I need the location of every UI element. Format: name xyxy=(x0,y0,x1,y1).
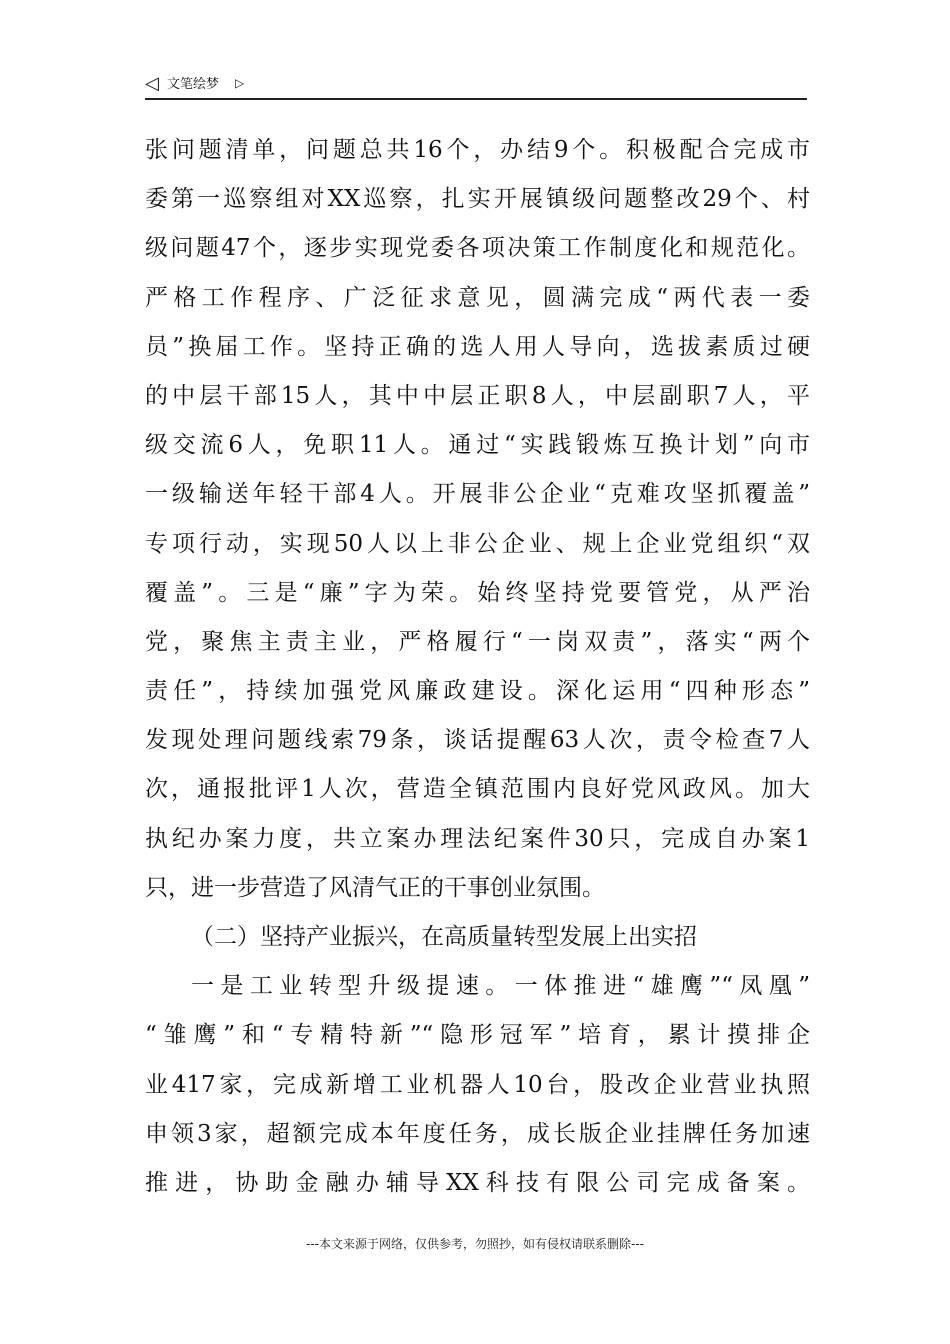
body-line: 次，通报批评1人次，营造全镇范围内良好党风政风。加大 xyxy=(145,776,810,803)
left-triangle-icon: ◁ xyxy=(145,73,159,94)
body-line: 一是工业转型升级提速。一体推进“雄鹰”“凤凰” xyxy=(191,973,810,1000)
body-line: 责任”，持续加强党风廉政建设。深化运用“四种形态” xyxy=(145,678,810,705)
body-line: 严格工作程序、广泛征求意见，圆满完成“两代表一委 xyxy=(145,284,810,311)
right-triangle-icon: ▷ xyxy=(235,76,245,90)
body-line: 推进，协助金融办辅导XX科技有限公司完成备案。 xyxy=(145,1169,810,1196)
body-line: 员”换届工作。坚持正确的选人用人导向，选拔素质过硬 xyxy=(145,333,810,360)
body-line: 业417家，完成新增工业机器人10台，股改企业营业执照 xyxy=(145,1071,810,1098)
body-line: 执纪办案力度，共立案办理法纪案件30只，完成自办案1 xyxy=(145,825,810,852)
body-line: 申领3家，超额完成本年度任务，成长版企业挂牌任务加速 xyxy=(145,1120,810,1147)
body-line: 的中层干部15人，其中中层正职8人，中层副职7人，平 xyxy=(145,382,810,409)
body-line: 覆盖”。三是“廉”字为荣。始终坚持党要管党，从严治 xyxy=(145,579,810,606)
body-line: 一级输送年轻干部4人。开展非公企业“克难攻坚抓覆盖” xyxy=(145,481,810,508)
body-line: 级交流6人，免职11人。通过“实践锻炼互换计划”向市 xyxy=(145,432,810,459)
brand-name: 文笔绘梦 xyxy=(167,77,220,92)
body-line: 只，进一步营造了风清气正的干事创业氛围。 xyxy=(145,874,605,901)
body-line: “雏鹰”和“专精特新”“隐形冠军”培育，累计摸排企 xyxy=(145,1022,810,1049)
body-line: 专项行动，实现50人以上非公企业、规上企业党组织“双 xyxy=(145,530,810,557)
body-line: 级问题47个，逐步实现党委各项决策工作制度化和规范化。 xyxy=(145,235,810,262)
document-body xyxy=(145,126,810,1208)
section-heading: （二）坚持产业振兴，在高质量转型发展上出实招 xyxy=(191,924,697,950)
body-line: 发现处理问题线索79条，谈话提醒63人次，责令检查7人 xyxy=(145,727,810,754)
body-line: 党，聚焦主责主业，严格履行“一岗双责”，落实“两个 xyxy=(145,628,810,655)
page-header xyxy=(145,72,807,100)
footer-notice: ---本文来源于网络，仅供参考，勿照抄，如有侵权请联系删除--- xyxy=(306,1237,644,1251)
body-line: 委第一巡察组对XX巡察，扎实开展镇级问题整改29个、村 xyxy=(145,186,810,213)
body-line: 张问题清单，问题总共16个，办结9个。积极配合完成市 xyxy=(145,137,810,163)
